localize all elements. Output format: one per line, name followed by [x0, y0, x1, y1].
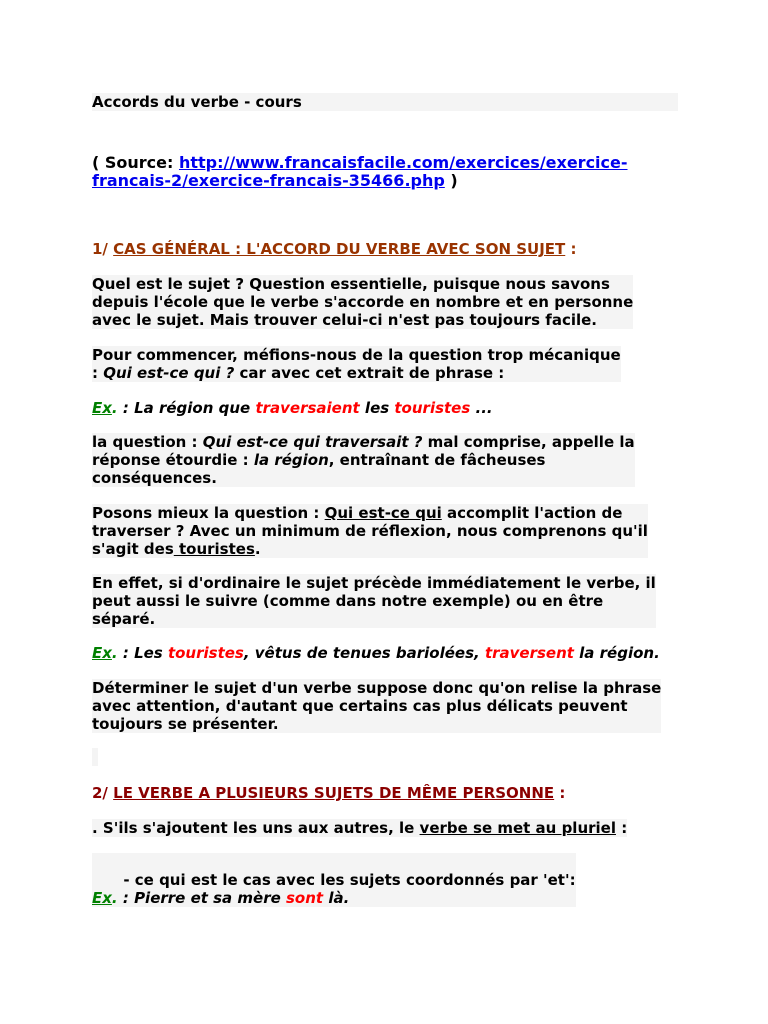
text-fragment: la question : — [92, 433, 203, 451]
section-2-colon: : — [554, 784, 566, 802]
example-highlight-subject: touristes — [394, 399, 471, 417]
example-label: Ex — [92, 889, 112, 907]
paragraph-posons-question — [92, 504, 648, 558]
text-fragment: accomplit l'action de — [441, 504, 623, 522]
text-fragment: Posons mieux la question : — [92, 504, 325, 522]
text-line: toujours se présenter. — [92, 715, 279, 733]
text-fragment: . — [254, 540, 261, 558]
page-title: Accords du verbe - cours — [92, 93, 678, 111]
paragraph-question-mecanique — [92, 346, 621, 382]
underlined-word: touristes — [173, 540, 255, 558]
example-dot: . — [111, 889, 123, 907]
text-fragment: . S'ils s'ajoutent les uns aux autres, le — [92, 819, 420, 837]
example-text: là. — [323, 889, 350, 907]
section-1-colon: : — [565, 240, 577, 258]
text-fragment: : — [92, 364, 104, 382]
text-line: traverser ? Avec un minimum de réflexion, nous comprenons qu'il — [92, 522, 648, 540]
text-fragment: mal comprise, appelle la — [422, 433, 635, 451]
section-2-title: LE VERBE A PLUSIEURS SUJETS DE MÊME PERSONNE — [113, 784, 555, 802]
text-line: séparé. — [92, 610, 156, 628]
section-2-number: 2/ — [92, 784, 114, 802]
source-citation — [92, 154, 628, 190]
example-1 — [92, 399, 493, 417]
example-label: Ex — [92, 644, 112, 662]
italic-phrase: la région — [253, 451, 329, 469]
section-1-number: 1/ — [92, 240, 114, 258]
example-dot: . — [111, 644, 123, 662]
paragraph-determiner-sujet — [92, 679, 661, 733]
text-line: avec attention, d'autant que certains cas plus délicats peuvent — [92, 697, 628, 715]
paragraph-en-effet — [92, 574, 656, 628]
section-2-heading — [92, 784, 565, 802]
text-line: Pour commencer, méfions-nous de la question trop mécanique — [92, 346, 621, 364]
spacer-marker — [92, 748, 98, 766]
example-text: la région. — [573, 644, 660, 662]
section-1-title: CAS GÉNÉRAL : L'ACCORD DU VERBE AVEC SON SUJET — [113, 240, 566, 258]
source-prefix: ( Source: — [92, 153, 179, 172]
section-1-heading — [92, 240, 577, 258]
source-link-continued[interactable]: francais-2/exercice-francais-35466.php — [92, 171, 445, 190]
paragraph-sujet-question — [92, 275, 633, 329]
example-text: ... — [470, 399, 493, 417]
text-line: depuis l'école que le verbe s'accorde en nombre et en personne — [92, 293, 634, 311]
example-highlight-verb: traversent — [484, 644, 574, 662]
example-highlight-subject: touristes — [167, 644, 244, 662]
italic-phrase: Qui est-ce qui traversait ? — [202, 433, 423, 451]
example-2 — [92, 644, 660, 662]
text-line: En effet, si d'ordinaire le sujet précède immédiatement le verbe, il — [92, 574, 656, 592]
example-dot: . — [111, 399, 123, 417]
text-line: conséquences. — [92, 469, 217, 487]
example-highlight-verb: traversaient — [255, 399, 360, 417]
underlined-phrase: Qui est-ce qui — [324, 504, 442, 522]
text-fragment: , entraînant de fâcheuses — [328, 451, 546, 469]
example-text: , vêtus de tenues bariolées, — [243, 644, 485, 662]
text-fragment: s'agit des — [92, 540, 174, 558]
example-text: : Les — [122, 644, 168, 662]
text-line: - ce qui est le cas avec les sujets coordonnés par 'et': — [112, 871, 576, 889]
example-text: : La région que — [122, 399, 256, 417]
text-line: Quel est le sujet ? Question essentielle, puisque nous savons — [92, 275, 610, 293]
text-fragment: réponse étourdie : — [92, 451, 254, 469]
italic-phrase: Qui est-ce qui ? — [103, 364, 235, 382]
paragraph-sujets-pluriel — [92, 819, 627, 837]
example-highlight-verb: sont — [286, 889, 324, 907]
text-fragment: : — [615, 819, 628, 837]
source-link[interactable]: http://www.francaisfacile.com/exercices/exercice- — [178, 153, 628, 172]
source-suffix: ) — [444, 171, 458, 190]
example-text: les — [359, 399, 395, 417]
example-text: : Pierre et sa mère — [122, 889, 286, 907]
text-line: avec le sujet. Mais trouver celui-ci n'est pas toujours facile. — [92, 311, 598, 329]
example-label: Ex — [92, 399, 112, 417]
text-fragment: car avec cet extrait de phrase : — [234, 364, 505, 382]
paragraph-reponse-etourdie — [92, 433, 635, 487]
text-line: peut aussi le suivre (comme dans notre exemple) ou en être — [92, 592, 604, 610]
text-line: Déterminer le sujet d'un verbe suppose donc qu'on relise la phrase — [92, 679, 662, 697]
underlined-phrase: verbe se met au pluriel — [419, 819, 616, 837]
example-3 — [92, 889, 349, 907]
